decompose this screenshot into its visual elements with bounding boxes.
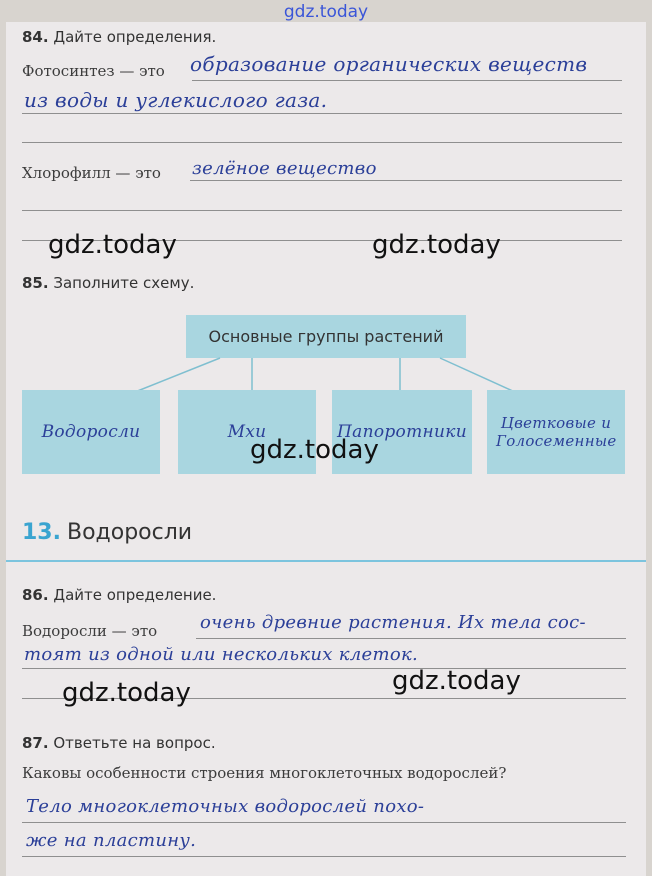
answer-algae-1: очень древние растения. Их тела сос- [200, 612, 586, 633]
section-heading: 13. Водоросли [22, 520, 193, 545]
scheme-title: Основные группы растений [186, 315, 466, 358]
term-chlorophyll: Хлорофилл — это [22, 164, 161, 182]
scheme-box-flowering: Цветковые и Голосеменные [487, 390, 625, 474]
task-84-heading: 84. Дайте определения. [22, 28, 217, 46]
answer-line [22, 822, 626, 823]
scheme-box-ferns: Папоротники [332, 390, 472, 474]
watermark: gdz.today [62, 678, 191, 708]
watermark: gdz.today [372, 230, 501, 260]
task-85-heading: 85. Заполните схему. [22, 274, 195, 292]
answer-87-2: же на пластину. [26, 830, 197, 851]
answer-chlorophyll: зелёное вещество [192, 158, 377, 179]
answer-photosynthesis-2: из воды и углекислого газа. [24, 88, 328, 112]
watermark: gdz.today [250, 435, 379, 465]
question-87: Каковы особенности строения многоклеточных водорослей? [22, 764, 507, 782]
watermark-top: gdz.today [283, 2, 369, 22]
task-87-heading: 87. Ответьте на вопрос. [22, 734, 216, 752]
scheme-box-algae: Водоросли [22, 390, 160, 474]
task-86-heading: 86. Дайте определение. [22, 586, 217, 604]
answer-87-1: Тело многоклеточных водорослей похо- [26, 796, 425, 817]
term-algae: Водоросли — это [22, 622, 158, 640]
watermark: gdz.today [48, 230, 177, 260]
answer-photosynthesis-1: образование органических веществ [190, 52, 588, 76]
answer-line [22, 668, 626, 669]
watermark: gdz.today [392, 666, 521, 696]
scheme-box-mosses: Мхи [178, 390, 316, 474]
answer-algae-2: тоят из одной или нескольких клеток. [24, 644, 419, 665]
answer-line [196, 638, 626, 639]
term-photosynthesis: Фотосинтез — это [22, 62, 165, 80]
section-divider [6, 560, 646, 562]
answer-line [22, 856, 626, 857]
